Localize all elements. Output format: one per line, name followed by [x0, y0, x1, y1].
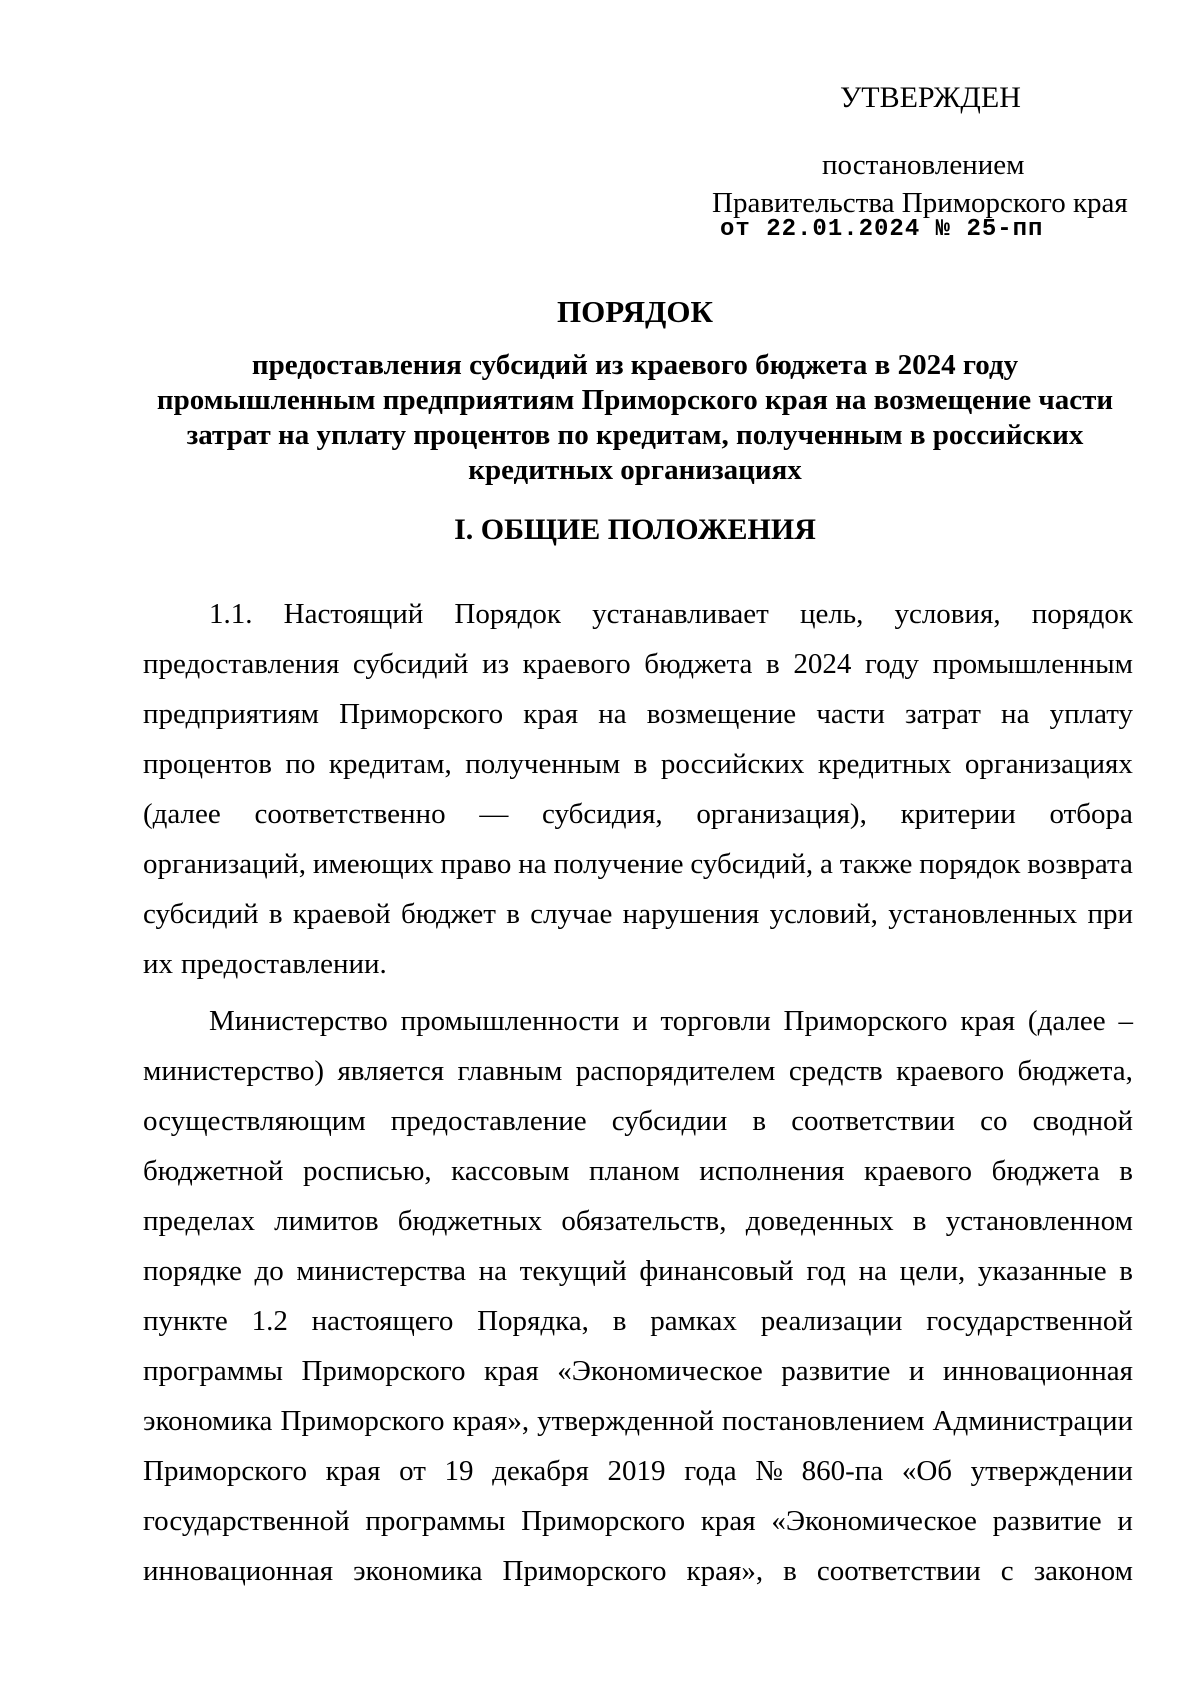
word: кассовым: [451, 1155, 570, 1187]
word: нарушения: [622, 898, 760, 930]
word: края: [523, 698, 579, 730]
word: экономика: [353, 1555, 483, 1587]
word: Приморского: [301, 1355, 466, 1387]
word: в: [912, 1205, 927, 1237]
word: и: [1117, 1505, 1133, 1537]
word: организаций,: [143, 848, 306, 880]
subtitle-line: кредитных организациях: [468, 454, 802, 486]
body-line: [143, 1246, 1133, 1296]
word: в: [1119, 1255, 1133, 1287]
word: в: [268, 898, 283, 930]
body-line: [143, 739, 1133, 789]
word: 19: [444, 1455, 474, 1487]
word: Настоящий: [283, 598, 424, 630]
word: со: [980, 1105, 1008, 1137]
word: утвержденной: [537, 1405, 714, 1437]
body-line: [143, 639, 1133, 689]
body-line: [143, 1096, 1133, 1146]
word: осуществляющим: [143, 1105, 366, 1137]
word: в: [752, 1105, 767, 1137]
word: устанавливает: [592, 598, 769, 630]
word: соответственно: [254, 798, 446, 830]
word: в: [633, 748, 648, 780]
body-line: [143, 889, 1133, 939]
word: исполнения: [699, 1155, 845, 1187]
word: —: [479, 798, 509, 830]
word: Приморского: [783, 1005, 948, 1037]
word: предприятиям: [143, 698, 320, 730]
body-line: [143, 689, 1133, 739]
word: государственной: [143, 1505, 350, 1537]
document-subtitle: [140, 348, 1130, 488]
word: Приморского: [521, 1505, 686, 1537]
word: указанные: [977, 1255, 1107, 1287]
word: кредитных: [817, 748, 952, 780]
word: инновационная: [143, 1555, 334, 1587]
word: уплату: [1049, 698, 1133, 730]
body-line: [143, 1446, 1133, 1496]
word: краевой: [292, 898, 391, 930]
word: на: [1001, 698, 1030, 730]
approval-resolution-text: [700, 146, 1150, 222]
word: края: [483, 1355, 539, 1387]
word: условия,: [894, 598, 1001, 630]
section-heading-general-provisions: I. ОБЩИЕ ПОЛОЖЕНИЯ: [454, 513, 816, 546]
body-line: [143, 939, 1133, 989]
word: рамках: [650, 1305, 737, 1337]
paragraph-1-1: [143, 589, 1133, 989]
word: лимитов: [274, 1205, 379, 1237]
word: возмещение: [646, 698, 797, 730]
word: с: [1000, 1555, 1014, 1587]
word: края»,: [686, 1555, 764, 1587]
word: бюджета: [644, 648, 753, 680]
word: доведенных: [745, 1205, 894, 1237]
paragraph-ministry: [143, 996, 1133, 1596]
word: краевого: [896, 1055, 1005, 1087]
word: финансовый: [639, 1255, 794, 1287]
word: субсидий: [143, 898, 259, 930]
body-line: [143, 1146, 1133, 1196]
body-line: [143, 1046, 1133, 1096]
word: возврата: [1027, 848, 1133, 880]
word: министерство): [143, 1055, 325, 1087]
approved-label: УТВЕРЖДЕН: [840, 81, 1021, 114]
word: на: [858, 1255, 887, 1287]
word: в: [612, 1305, 627, 1337]
word: программы: [143, 1355, 283, 1387]
word: кредитам,: [328, 748, 452, 780]
word: 2024: [793, 648, 852, 680]
word: на: [518, 848, 547, 880]
word: их: [143, 948, 174, 980]
word: является: [337, 1055, 445, 1087]
word: предоставления: [143, 648, 340, 680]
word: «Экономическое: [557, 1355, 763, 1387]
word: 1.1.: [209, 598, 253, 630]
word: имеющих: [312, 848, 434, 880]
word: края»,: [452, 1405, 530, 1437]
word: Порядок: [454, 598, 562, 630]
approval-line-resolution: постановлением: [822, 149, 1025, 181]
word: при: [1087, 898, 1133, 930]
word: в: [506, 898, 520, 930]
word: из: [482, 648, 510, 680]
body-line: [209, 589, 1133, 639]
word: год: [806, 1255, 846, 1287]
word: Администрации: [932, 1405, 1133, 1437]
word: декабря: [492, 1455, 589, 1487]
word: росписью,: [302, 1155, 432, 1187]
word: текущий: [519, 1255, 627, 1287]
word: в: [1119, 1155, 1133, 1187]
word: края: [960, 1005, 1016, 1037]
word: года: [684, 1455, 737, 1487]
word: получение: [553, 848, 684, 880]
word: инновационная: [942, 1355, 1133, 1387]
body-line: [143, 1296, 1133, 1346]
word: субсидий,: [690, 848, 814, 880]
word: «Об: [901, 1455, 953, 1487]
word: развитие: [781, 1355, 891, 1387]
word: цель,: [799, 598, 864, 630]
word: пределах: [143, 1205, 255, 1237]
word: российских: [660, 748, 805, 780]
body-line: [143, 839, 1133, 889]
word: процентов: [143, 748, 272, 780]
word: предоставление: [390, 1105, 587, 1137]
subtitle-line: предоставления субсидий из краевого бюджета в 2024 году: [251, 349, 1019, 381]
subtitle-line: промышленным предприятиям Приморского края на возмещение части: [156, 384, 1114, 416]
word: министерства: [296, 1255, 466, 1287]
word: промышленным: [932, 648, 1133, 680]
word: до: [254, 1255, 284, 1287]
word: настоящего: [311, 1305, 454, 1337]
word: субсидий: [352, 648, 469, 680]
body-line: [209, 996, 1133, 1046]
word: в: [766, 648, 780, 680]
word: государственной: [926, 1305, 1133, 1337]
word: сводной: [1032, 1105, 1133, 1137]
word: Министерство: [209, 1005, 388, 1037]
word: критерии: [900, 798, 1016, 830]
word: Приморского: [280, 1405, 445, 1437]
approval-date-number: от 22.01.2024 № 25-пп: [720, 216, 1044, 243]
approval-line-government: Правительства Приморского края: [712, 187, 1128, 219]
word: распорядителем: [575, 1055, 776, 1087]
word: реализации: [760, 1305, 903, 1337]
word: от: [399, 1455, 426, 1487]
word: края: [700, 1505, 756, 1537]
word: и: [908, 1355, 925, 1387]
word: главным: [457, 1055, 563, 1087]
body-line: [143, 789, 1133, 839]
word: части: [816, 698, 885, 730]
word: №: [755, 1455, 783, 1487]
word: году: [864, 648, 920, 680]
subtitle-line: затрат на уплату процентов по кредитам, полученным в российских: [186, 419, 1084, 451]
word: торговли: [660, 1005, 771, 1037]
word: порядок: [919, 848, 1021, 880]
word: субсидия,: [542, 798, 663, 830]
word: (далее: [1027, 1005, 1106, 1037]
word: (далее: [143, 798, 221, 830]
word: бюджета,: [1017, 1055, 1133, 1087]
word: на: [478, 1255, 508, 1287]
word: экономика: [143, 1405, 273, 1437]
word: краевого: [864, 1155, 973, 1187]
word: бюджет: [401, 898, 496, 930]
word: –: [1118, 1005, 1133, 1037]
word: соответствии: [816, 1555, 981, 1587]
body-line: [143, 1346, 1133, 1396]
word: право: [440, 848, 512, 880]
word: 860-па: [801, 1455, 884, 1487]
word: «Экономическое: [771, 1505, 977, 1537]
word: края: [325, 1455, 381, 1487]
body-line: [143, 1546, 1133, 1596]
word: постановлением: [722, 1405, 925, 1437]
word: условий,: [769, 898, 878, 930]
body-line: [143, 1496, 1133, 1546]
word: на: [598, 698, 627, 730]
word: также: [839, 848, 913, 880]
word: Порядка,: [477, 1305, 589, 1337]
word: средств: [788, 1055, 883, 1087]
body-line: [143, 1196, 1133, 1246]
word: полученным: [465, 748, 621, 780]
word: развитие: [992, 1505, 1102, 1537]
word: 2019: [607, 1455, 666, 1487]
word: Приморского: [339, 698, 504, 730]
word: организациях: [964, 748, 1133, 780]
word: цели,: [899, 1255, 966, 1287]
word: бюджетных: [397, 1205, 543, 1237]
word: в: [783, 1555, 797, 1587]
word: промышленности: [400, 1005, 620, 1037]
word: отбора: [1049, 798, 1133, 830]
word: случае: [530, 898, 613, 930]
word: краевого: [522, 648, 631, 680]
word: планом: [589, 1155, 680, 1187]
word: установленных: [888, 898, 1078, 930]
word: законом: [1033, 1555, 1133, 1587]
word: порядок: [1031, 598, 1133, 630]
word: бюджета: [991, 1155, 1100, 1187]
word: а: [820, 848, 833, 880]
word: установленном: [945, 1205, 1133, 1237]
body-line: [143, 1396, 1133, 1446]
word: и: [632, 1005, 648, 1037]
word: Приморского: [502, 1555, 667, 1587]
word: пункте: [143, 1305, 228, 1337]
word: программы: [365, 1505, 506, 1537]
word: утверждении: [970, 1455, 1133, 1487]
word: по: [285, 748, 316, 780]
word: бюджетной: [143, 1155, 284, 1187]
word: организация),: [696, 798, 867, 830]
word: порядке: [143, 1255, 242, 1287]
word: затрат: [905, 698, 981, 730]
document-title: ПОРЯДОК: [557, 294, 713, 329]
word: предоставлении.: [181, 948, 387, 980]
word: Приморского: [143, 1455, 307, 1487]
word: обязательств,: [561, 1205, 727, 1237]
word: 1.2: [251, 1305, 288, 1337]
word: соответствии: [791, 1105, 956, 1137]
word: субсидии: [611, 1105, 728, 1137]
